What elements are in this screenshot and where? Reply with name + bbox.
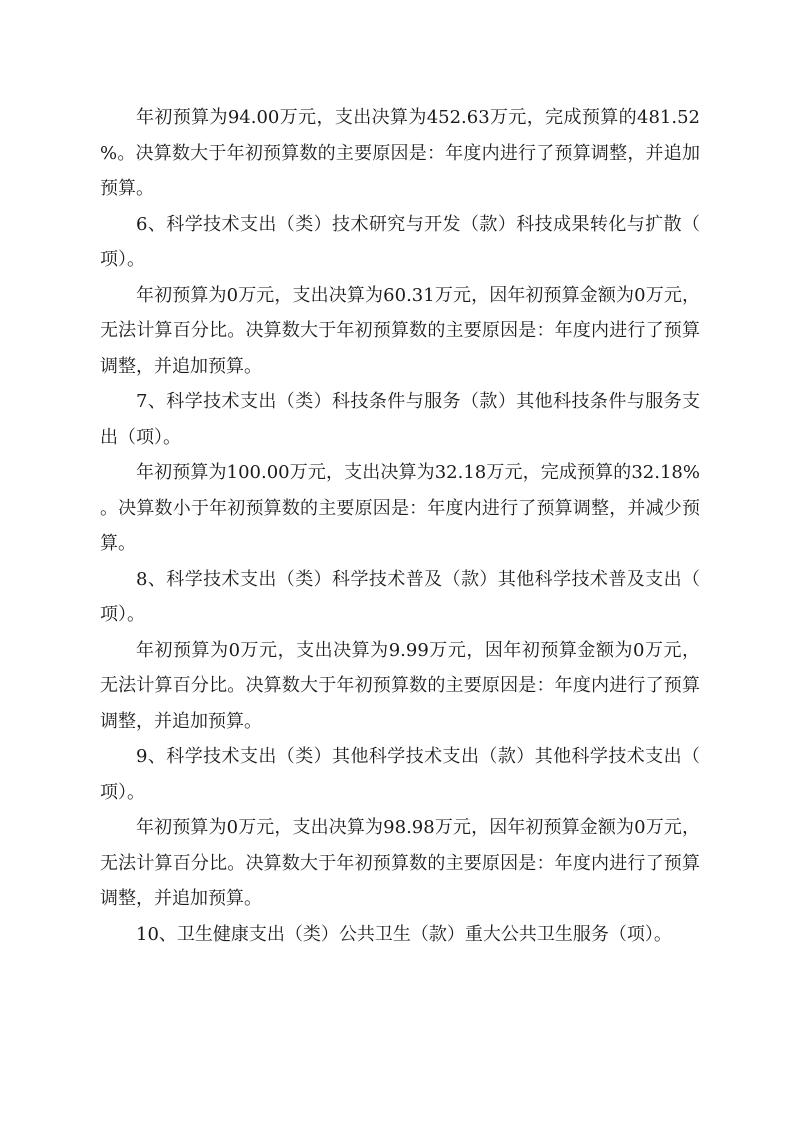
paragraph-item-heading: 9、科学技术支出（类）其他科学技术支出（款）其他科学技术支出（项）。 [100, 746, 700, 803]
paragraph-budget-note: 年初预算为0万元，支出决算为98.98万元，因年初预算金额为0万元，无法计算百分比。决算数大于年初预算数的主要原因是：年度内进行了预算调整，并追加预算。 [100, 817, 700, 909]
paragraph-budget-note: 年初预算为0万元，支出决算为60.31万元，因年初预算金额为0万元，无法计算百分比。决算数大于年初预算数的主要原因是：年度内进行了预算调整，并追加预算。 [100, 284, 700, 377]
document-body [100, 100, 700, 952]
paragraph-item-heading: 8、科学技术支出（类）科学技术普及（款）其他科学技术普及支出（项）。 [100, 568, 700, 625]
paragraph-item-heading: 6、科学技术支出（类）技术研究与开发（款）科技成果转化与扩散（项）。 [100, 213, 700, 270]
paragraph-budget-note: 年初预算为100.00万元，支出决算为32.18万元，完成预算的32.18%。决算数小于年初预算数的主要原因是：年度内进行了预算调整，并减少预算。 [100, 462, 700, 554]
paragraph-budget-note: 年初预算为0万元，支出决算为9.99万元，因年初预算金额为0万元，无法计算百分比。决算数大于年初预算数的主要原因是：年度内进行了预算调整，并追加预算。 [100, 639, 700, 732]
paragraph-budget-note: 年初预算为94.00万元，支出决算为452.63万元，完成预算的481.52%。决算数大于年初预算数的主要原因是：年度内进行了预算调整，并追加预算。 [100, 107, 700, 199]
paragraph-item-heading: 10、卫生健康支出（类）公共卫生（款）重大公共卫生服务（项）。 [136, 923, 672, 945]
paragraph-item-heading: 7、科学技术支出（类）科技条件与服务（款）其他科技条件与服务支出（项）。 [100, 391, 700, 448]
